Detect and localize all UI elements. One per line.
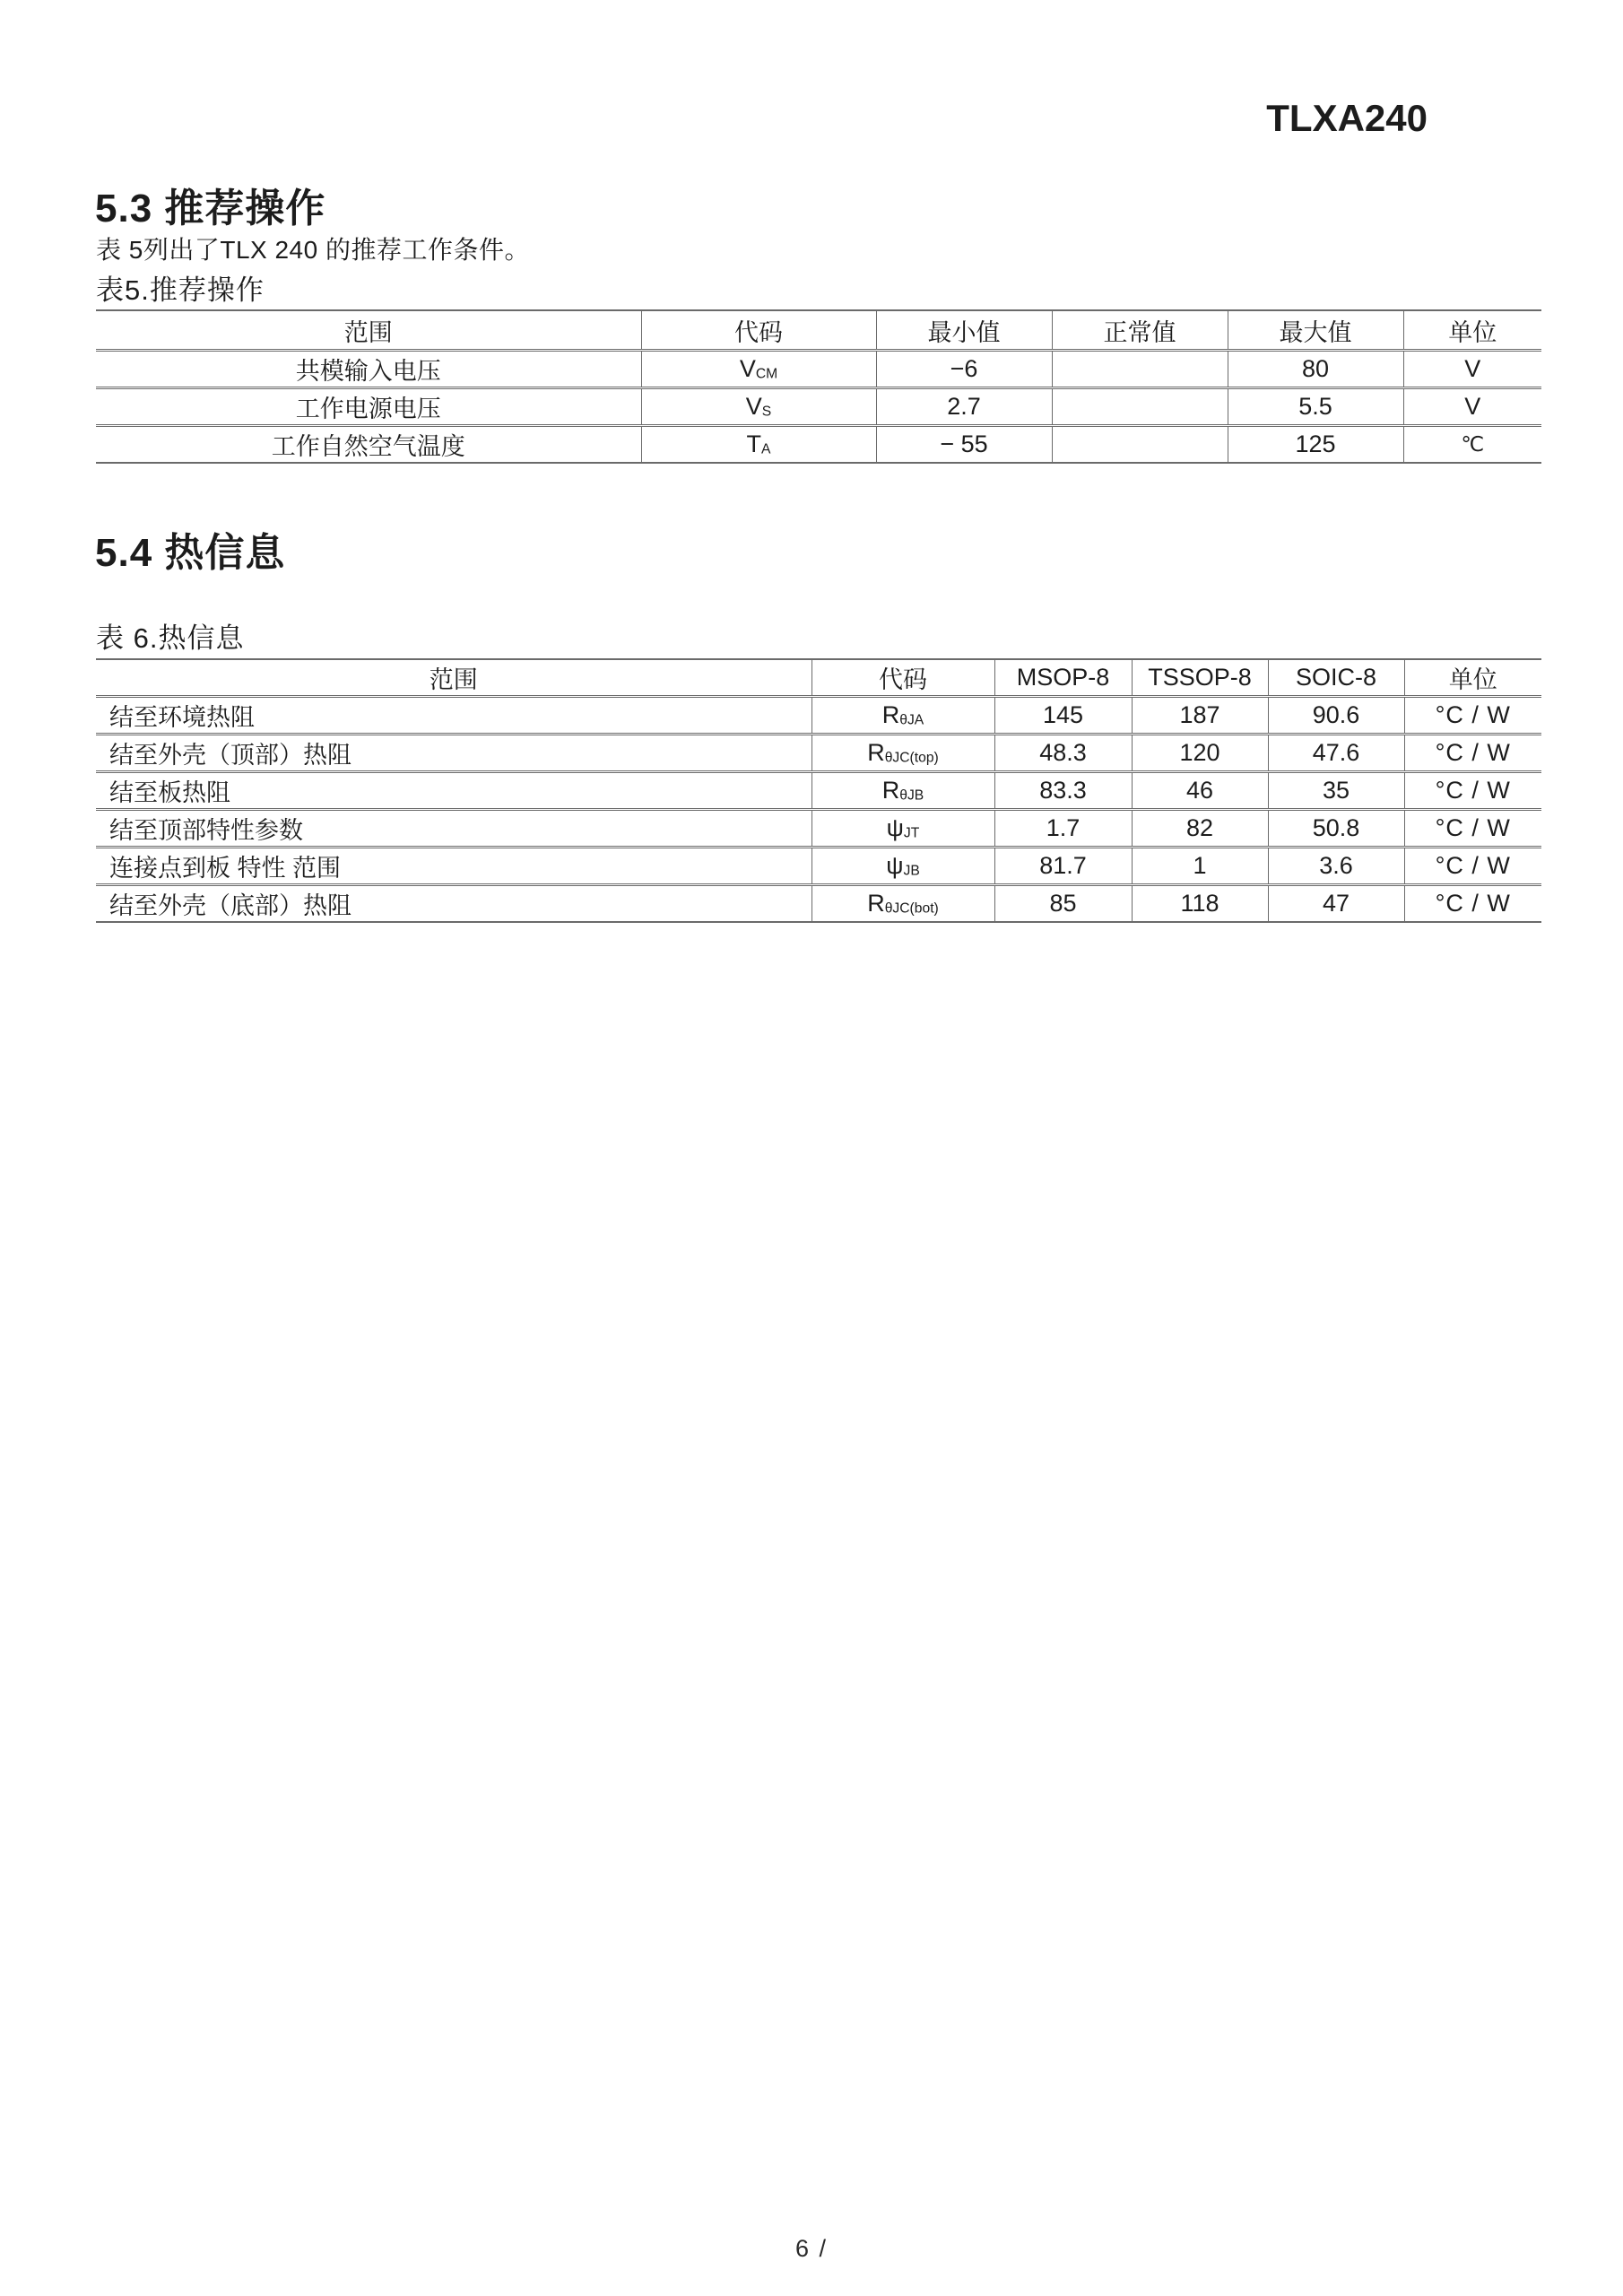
range-cell: 结至外壳（底部）热阻 — [96, 885, 812, 923]
tssop8-cell: 120 — [1132, 735, 1268, 772]
code-base: R — [881, 777, 900, 804]
code-cell — [641, 388, 876, 426]
range-cell: 结至顶部特性参数 — [96, 810, 812, 848]
min-cell: −6 — [876, 351, 1052, 388]
code-subscript: θJC(top) — [884, 750, 939, 766]
table-row — [96, 810, 1541, 848]
column-header-symbol: 代码 — [812, 659, 994, 697]
range-cell: 工作自然空气温度 — [96, 426, 641, 464]
code-cell — [812, 772, 994, 810]
unit-cell: °C / W — [1404, 885, 1541, 923]
table-row — [96, 388, 1541, 426]
table-6-caption: 表 6.热信息 — [96, 622, 245, 654]
column-header-range: 范围 — [96, 659, 812, 697]
column-header-tssop8: TSSOP-8 — [1132, 659, 1268, 697]
code-base: R — [867, 739, 885, 766]
code-cell — [812, 810, 994, 848]
soic8-cell: 47 — [1268, 885, 1404, 923]
tssop8-cell: 82 — [1132, 810, 1268, 848]
table-row — [96, 735, 1541, 772]
column-header-symbol: 代码 — [641, 310, 876, 351]
code-cell — [812, 697, 994, 735]
code-base: R — [881, 701, 900, 728]
section-5-3-intro-text: 表 5列出了TLX 240 的推荐工作条件。 — [96, 236, 530, 264]
recommended-operation-table — [96, 309, 1541, 464]
range-cell: 共模输入电压 — [96, 351, 641, 388]
table-row — [96, 848, 1541, 885]
typ-cell — [1052, 388, 1228, 426]
min-cell: − 55 — [876, 426, 1052, 464]
soic8-cell: 90.6 — [1268, 697, 1404, 735]
table-5-caption: 表5.推荐操作 — [96, 274, 265, 306]
document-title: TLXA240 — [1266, 97, 1428, 139]
unit-cell: °C / W — [1404, 697, 1541, 735]
typ-cell — [1052, 351, 1228, 388]
thermal-information-table — [96, 658, 1541, 923]
column-header-unit: 单位 — [1404, 659, 1541, 697]
code-base: T — [746, 430, 762, 457]
column-header-msop8: MSOP-8 — [994, 659, 1132, 697]
code-cell — [812, 735, 994, 772]
msop8-cell: 85 — [994, 885, 1132, 923]
section-5-3-heading: 5.3 推荐操作 — [95, 187, 326, 230]
code-subscript: θJB — [899, 787, 924, 804]
range-cell: 工作电源电压 — [96, 388, 641, 426]
code-subscript: JB — [903, 863, 920, 879]
soic8-cell: 3.6 — [1268, 848, 1404, 885]
column-header-range: 范围 — [96, 310, 641, 351]
code-subscript: CM — [755, 366, 778, 382]
table-row — [96, 351, 1541, 388]
code-base: V — [739, 355, 756, 382]
unit-cell: °C / W — [1404, 810, 1541, 848]
column-header-max: 最大值 — [1228, 310, 1403, 351]
tssop8-cell: 1 — [1132, 848, 1268, 885]
min-cell: 2.7 — [876, 388, 1052, 426]
code-base: ψ — [886, 814, 904, 841]
table-row — [96, 885, 1541, 923]
code-subscript: θJC(bot) — [884, 900, 939, 917]
soic8-cell: 35 — [1268, 772, 1404, 810]
code-subscript: S — [761, 404, 772, 420]
unit-cell: °C / W — [1404, 848, 1541, 885]
soic8-cell: 47.6 — [1268, 735, 1404, 772]
page-number: 6 / — [794, 2235, 829, 2262]
code-subscript: JT — [903, 825, 920, 841]
column-header-min: 最小值 — [876, 310, 1052, 351]
max-cell: 125 — [1228, 426, 1403, 464]
code-cell — [641, 426, 876, 464]
msop8-cell: 83.3 — [994, 772, 1132, 810]
code-cell — [641, 351, 876, 388]
table-row — [96, 697, 1541, 735]
tssop8-cell: 46 — [1132, 772, 1268, 810]
code-base: R — [867, 890, 885, 917]
msop8-cell: 1.7 — [994, 810, 1132, 848]
tssop8-cell: 118 — [1132, 885, 1268, 923]
column-header-typ: 正常值 — [1052, 310, 1228, 351]
msop8-cell: 81.7 — [994, 848, 1132, 885]
range-cell: 结至外壳（顶部）热阻 — [96, 735, 812, 772]
unit-cell: V — [1403, 388, 1541, 426]
unit-cell: °C / W — [1404, 735, 1541, 772]
soic8-cell: 50.8 — [1268, 810, 1404, 848]
unit-cell: V — [1403, 351, 1541, 388]
unit-cell: °C / W — [1404, 772, 1541, 810]
code-base: ψ — [886, 852, 904, 879]
max-cell: 5.5 — [1228, 388, 1403, 426]
code-subscript: A — [761, 441, 771, 457]
tssop8-cell: 187 — [1132, 697, 1268, 735]
section-5-4-heading: 5.4 热信息 — [95, 531, 286, 575]
msop8-cell: 145 — [994, 697, 1132, 735]
table-row — [96, 426, 1541, 464]
code-base: V — [745, 393, 762, 420]
code-cell — [812, 885, 994, 923]
max-cell: 80 — [1228, 351, 1403, 388]
column-header-soic8: SOIC-8 — [1268, 659, 1404, 697]
msop8-cell: 48.3 — [994, 735, 1132, 772]
column-header-unit: 单位 — [1403, 310, 1541, 351]
unit-cell: ℃ — [1403, 426, 1541, 464]
range-cell: 连接点到板 特性 范围 — [96, 848, 812, 885]
range-cell: 结至板热阻 — [96, 772, 812, 810]
typ-cell — [1052, 426, 1228, 464]
code-subscript: θJA — [899, 712, 924, 728]
code-cell — [812, 848, 994, 885]
table-header-row — [96, 659, 1541, 697]
table-header-row — [96, 310, 1541, 351]
table-row — [96, 772, 1541, 810]
range-cell: 结至环境热阻 — [96, 697, 812, 735]
